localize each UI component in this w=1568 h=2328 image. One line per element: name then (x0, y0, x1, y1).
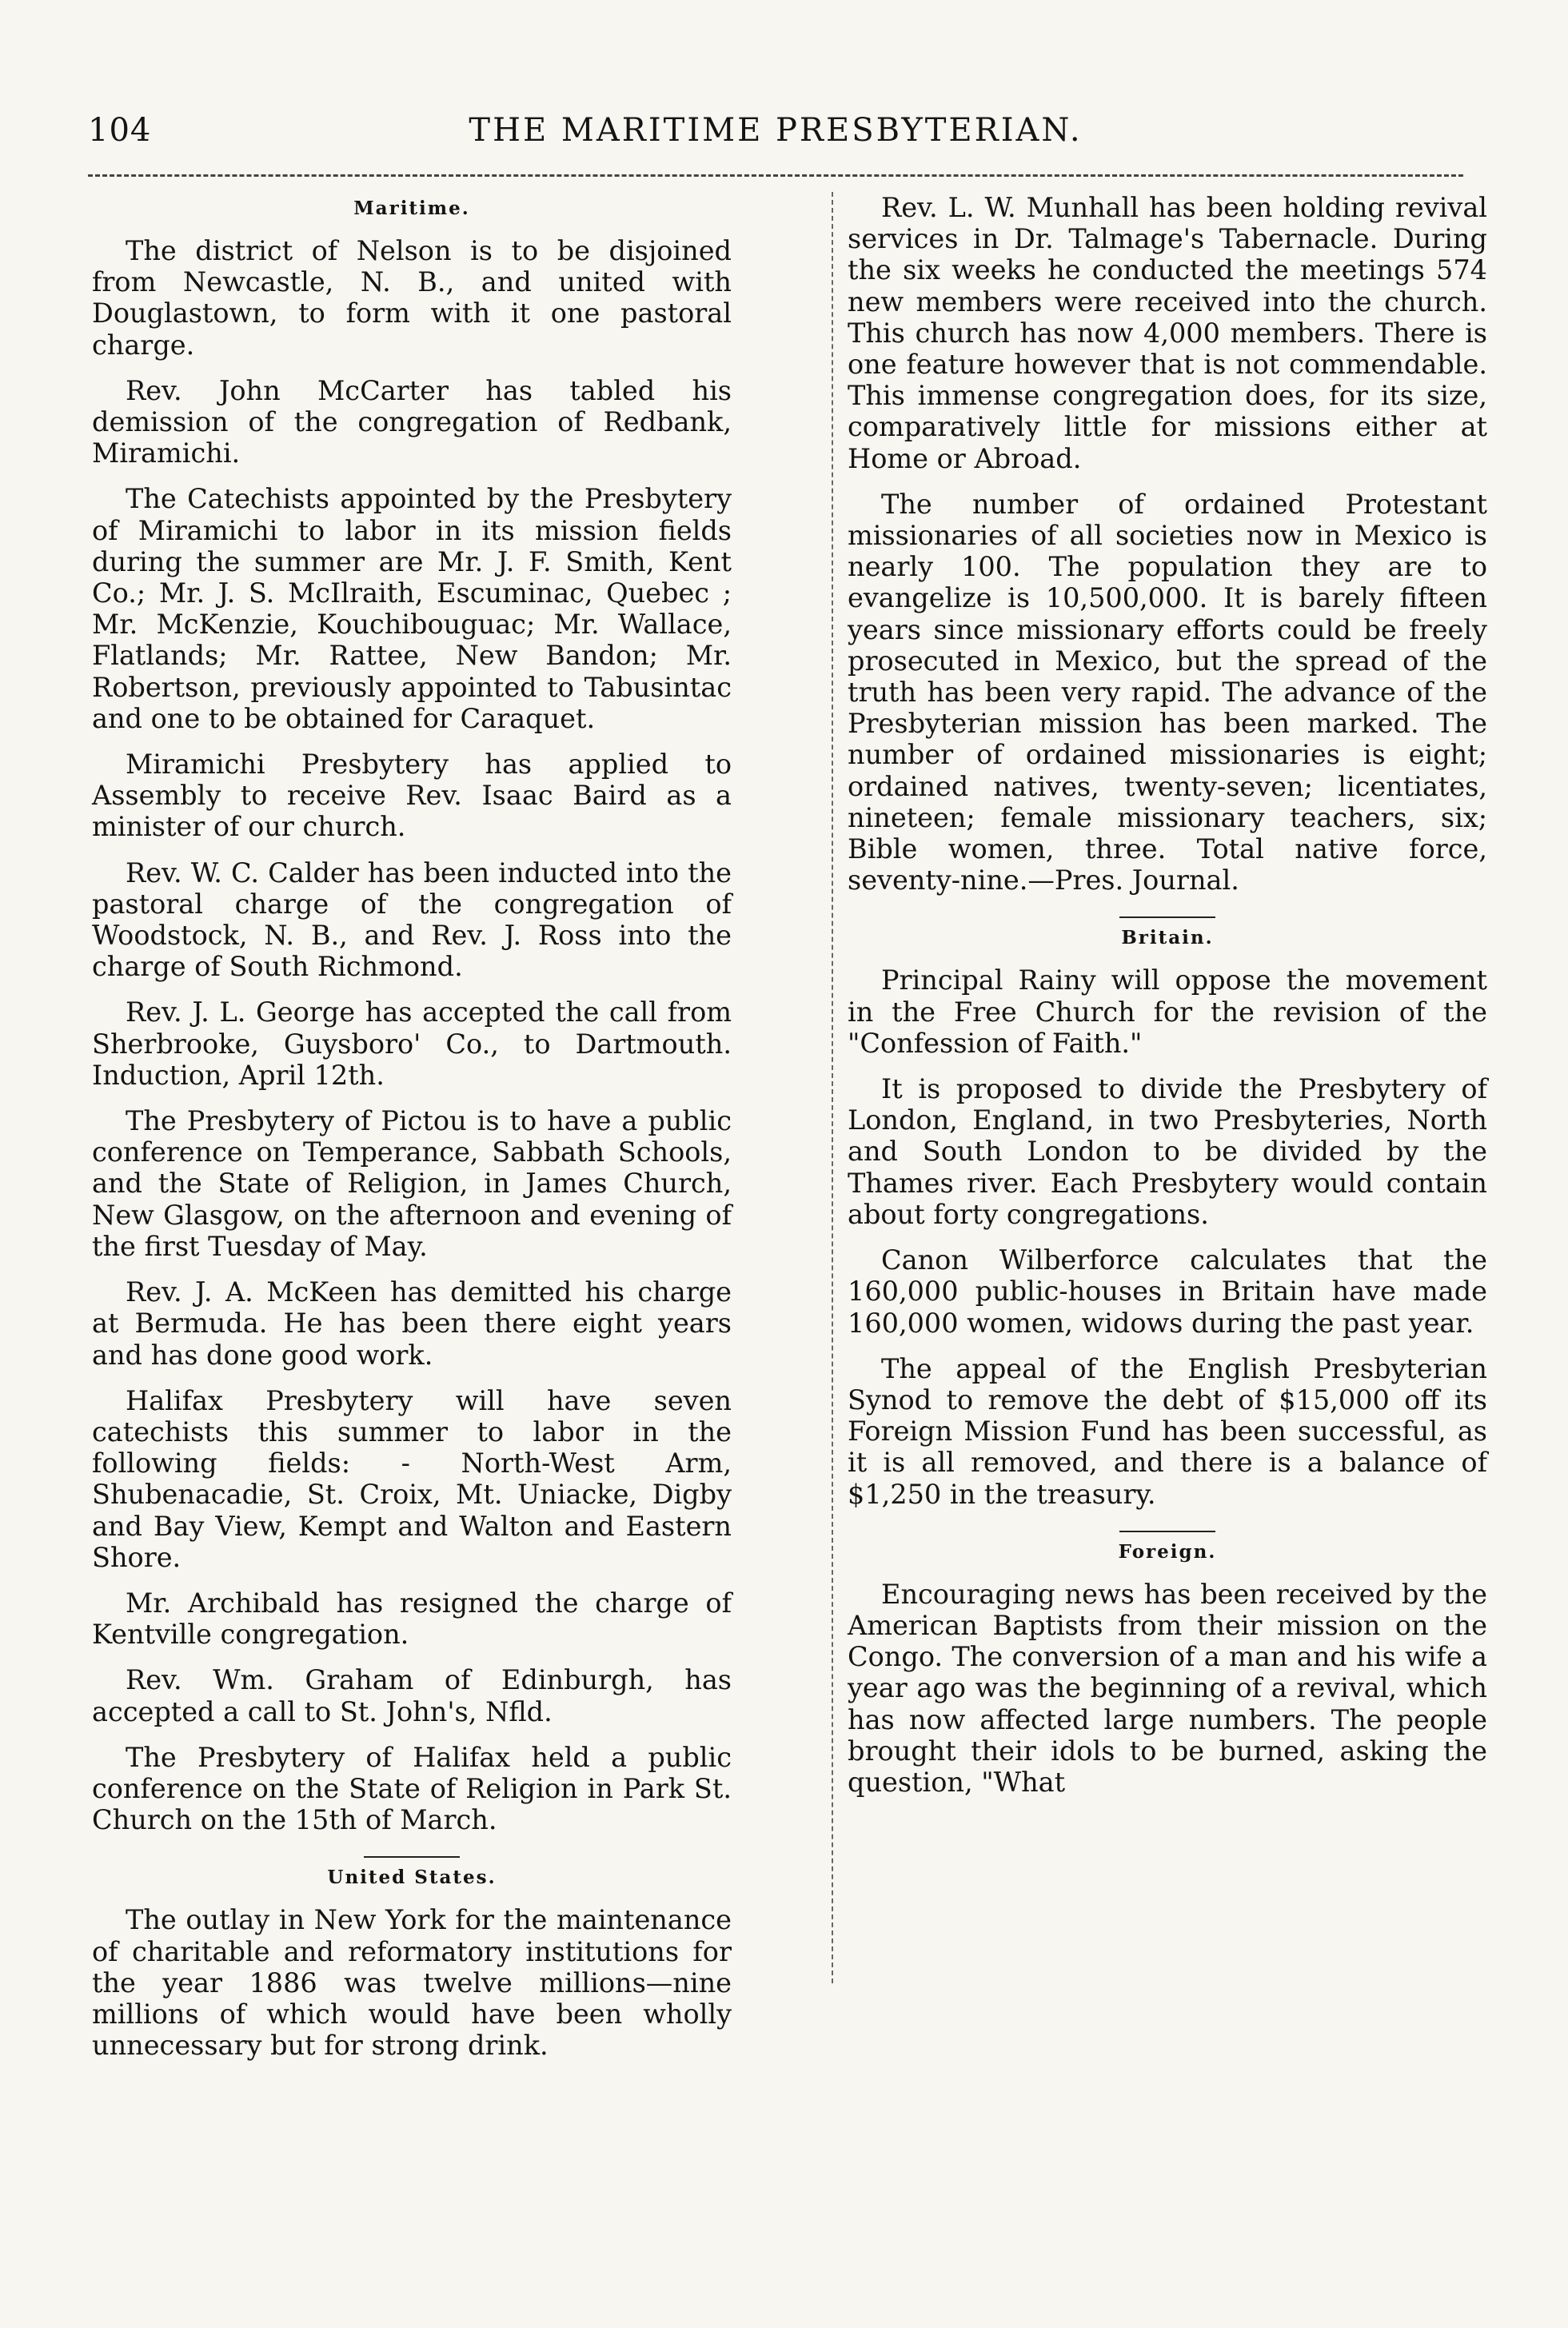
page-header (88, 112, 1463, 168)
column-divider (832, 192, 833, 1983)
section-heading-united-states: United States. (327, 1867, 497, 1889)
article-paragraph: Rev. L. W. Munhall has been holding revival services in Dr. Talmage's Tabernacle. During the six weeks he conducted the meetings 574 new members were received into the church. This church has now 4,000 members. There is one feature however that is not commendable. This immense congregation does, for its size, comparatively little for missions either at Home or Abroad. (848, 192, 1487, 474)
page-number: 104 (88, 112, 152, 149)
article-paragraph: The district of Nelson is to be disjoined from Newcastle, N. B., and united with Douglastown, to form with it one pastoral charge. (92, 235, 732, 361)
article-paragraph: Encouraging news has been received by the American Baptists from their mission on the Congo. The conversion of a man and his wife a year ago was the beginning of a revival, which has now affected large numbers. The people brought their idols to be burned, asking the question, "What (848, 1578, 1487, 1798)
section-heading-maritime: Maritime. (353, 198, 470, 219)
article-paragraph: Mr. Archibald has resigned the charge of Kentville congregation. (92, 1587, 732, 1651)
section-heading-foreign: Foreign. (1118, 1540, 1217, 1563)
article-paragraph: Canon Wilberforce calculates that the 160,000 public-houses in Britain have made 160,000 women, widows during the past year. (848, 1244, 1487, 1339)
article-paragraph: The Presbytery of Pictou is to have a public conference on Temperance, Sabbath Schools, and the State of Religion, in James Church, New Glasgow, on the afternoon and evening of the first Tuesday of May. (92, 1105, 732, 1262)
article-paragraph: Rev. Wm. Graham of Edinburgh, has accepted a call to St. John's, Nfld. (92, 1664, 732, 1727)
article-paragraph: Rev. W. C. Calder has been inducted into the pastoral charge of the congregation of Woodstock, N. B., and Rev. J. Ross into the charge of South Richmond. (92, 857, 732, 983)
left-column (92, 192, 732, 2061)
section-divider (1119, 1531, 1215, 1532)
article-paragraph: The Presbytery of Halifax held a public conference on the State of Religion in Park St. Church on the 15th of March. (92, 1741, 732, 1836)
article-paragraph: Miramichi Presbytery has applied to Assembly to receive Rev. Isaac Baird as a minister of our church. (92, 749, 732, 843)
article-paragraph: Rev. J. L. George has accepted the call from Sherbrooke, Guysboro' Co., to Dartmouth. Induction, April 12th. (92, 996, 732, 1091)
section-heading-britain: Britain. (1121, 927, 1214, 949)
section-divider (364, 1856, 460, 1858)
article-paragraph: The appeal of the English Presbyterian Synod to remove the debt of $15,000 off its Foreign Mission Fund has been successful, as it is all removed, and there is a balance of $1,250 in the treasury. (848, 1352, 1487, 1510)
right-column (848, 192, 1487, 1812)
running-title: THE MARITIME PRESBYTERIAN. (469, 112, 1083, 149)
article-paragraph: Rev. John McCarter has tabled his demission of the congregation of Redbank, Miramichi. (92, 374, 732, 469)
article-paragraph: The number of ordained Protestant missionaries of all societies now in Mexico is nearly 100. The population they are to evangelize is 10,500,000. It is barely fifteen years since missionary efforts could be freely prosecuted in Mexico, but the spread of the truth has been very rapid. The advance of the Presbyterian mission has been marked. The number of ordained missionaries is eight; ordained natives, twenty-seven; licentiates, nineteen; female missionary teachers, six; Bible women, three. Total native force, seventy-nine.—Pres. Journal. (848, 488, 1487, 896)
article-paragraph: Halifax Presbytery will have seven catechists this summer to labor in the following fields: - North-West Arm, Shubenacadie, St. Croix, Mt. Uniacke, Digby and Bay View, Kempt and Walton and Eastern Shore. (92, 1384, 732, 1573)
article-paragraph: Rev. J. A. McKeen has demitted his charge at Bermuda. He has been there eight years and has done good work. (92, 1276, 732, 1371)
article-paragraph: The outlay in New York for the maintenance of charitable and reformatory institutions for the year 1886 was twelve millions—nine millions of which would have been wholly unnecessary but for strong drink. (92, 1904, 732, 2062)
header-rule (88, 174, 1463, 177)
section-divider (1119, 916, 1215, 918)
article-paragraph: The Catechists appointed by the Presbytery of Miramichi to labor in its mission fields during the summer are Mr. J. F. Smith, Kent Co.; Mr. J. S. McIlraith, Escuminac, Quebec ; Mr. McKenzie, Kouchibouguac; Mr. Wallace, Flatlands; Mr. Rattee, New Bandon; Mr. Robertson, previously appointed to Tabusintac and one to be obtained for Caraquet. (92, 483, 732, 734)
article-paragraph: Principal Rainy will oppose the movement in the Free Church for the revision of the "Confession of Faith." (848, 964, 1487, 1059)
article-paragraph: It is proposed to divide the Presbytery of London, England, in two Presbyteries, North and South London to be divided by the Thames river. Each Presbytery would contain about forty congregations. (848, 1073, 1487, 1230)
